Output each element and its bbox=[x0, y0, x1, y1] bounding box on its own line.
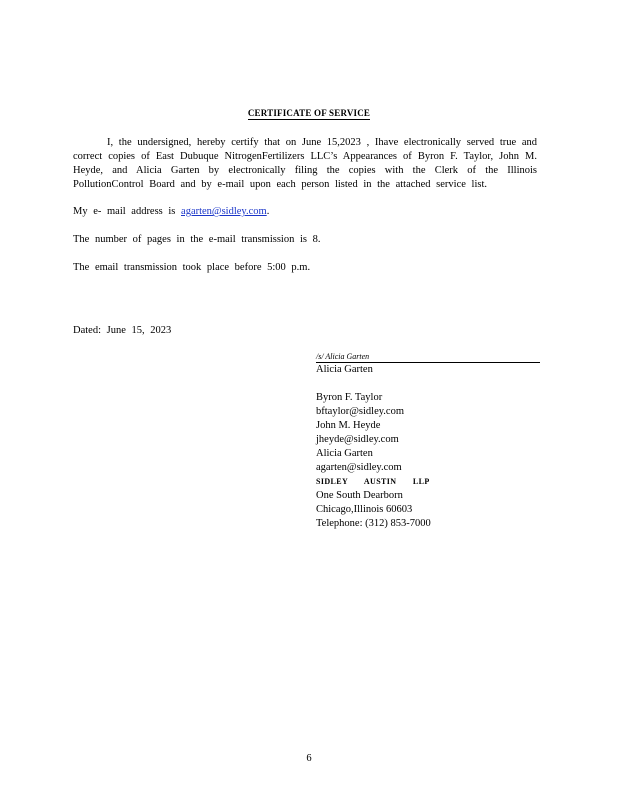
signer-name: Alicia Garten bbox=[316, 364, 373, 375]
telephone-line: Telephone: (312) 853-7000 bbox=[316, 518, 431, 529]
attorney-email: bftaylor@sidley.com bbox=[316, 406, 405, 417]
email-suffix: . bbox=[266, 206, 270, 217]
page-number: 6 bbox=[306, 753, 312, 764]
dated-line: Dated: June 15, 2023 bbox=[73, 325, 172, 336]
certification-text: I, the undersigned, hereby certify that on June 15,2023 , Ihave electronically served true and correct copies of East Dubuque NitrogenFertilizers LLC’s Appearances of Byron F. Taylor, John M. Heyde, and Alicia Garten by electronically filing the copies with the Clerk of the Illinois PollutionControl Board and by e-mail upon each person listed in the attached service list. bbox=[73, 137, 537, 190]
email-link[interactable]: agarten@sidley.com bbox=[181, 206, 267, 217]
address-line: Chicago,Illinois 60603 bbox=[316, 504, 413, 515]
certification-paragraph bbox=[73, 136, 537, 192]
attorney-email: jheyde@sidley.com bbox=[316, 434, 399, 445]
attorney-line: Byron F. Taylor bbox=[316, 392, 383, 403]
transmission-time-line: The email transmission took place before 5:00 p.m. bbox=[73, 262, 311, 273]
email-prefix: My e- mail address is bbox=[73, 206, 176, 217]
firm-name: SIDLEY AUSTIN LLP bbox=[316, 477, 430, 486]
attorney-line: Alicia Garten bbox=[316, 448, 373, 459]
signature-block bbox=[316, 352, 540, 531]
attorney-line: John M. Heyde bbox=[316, 420, 381, 431]
email-line bbox=[73, 206, 269, 217]
signature: /s/ Alicia Garten bbox=[316, 352, 540, 363]
attorney-email: agarten@sidley.com bbox=[316, 462, 402, 473]
certificate-heading-text: CERTIFICATE OF SERVICE bbox=[247, 108, 371, 118]
signature-lines bbox=[316, 363, 540, 531]
certificate-heading bbox=[0, 108, 618, 118]
pages-line: The number of pages in the e-mail transmission is 8. bbox=[73, 234, 321, 245]
address-line: One South Dearborn bbox=[316, 490, 403, 501]
